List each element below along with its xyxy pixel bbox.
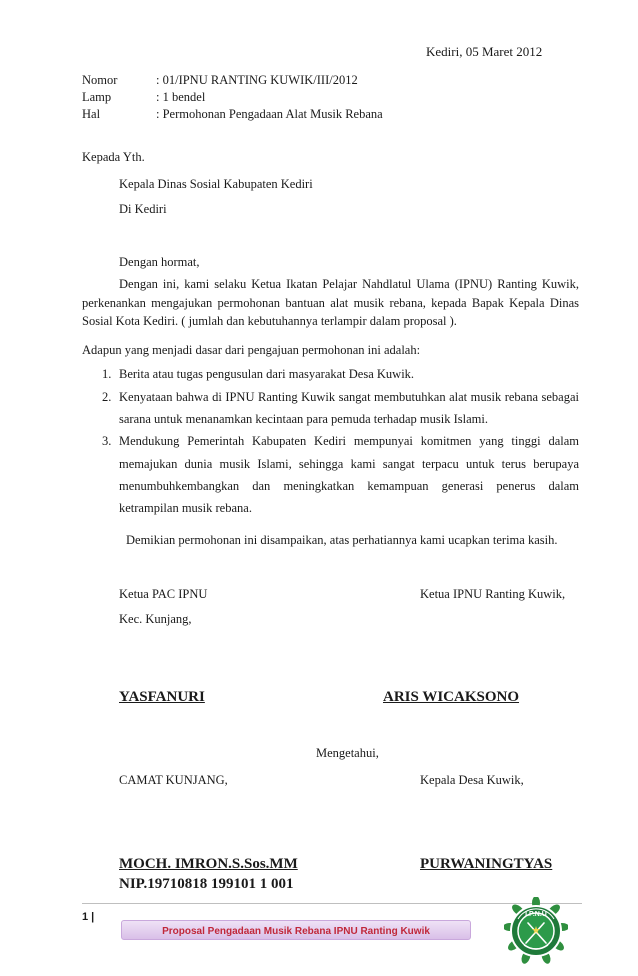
- logo-text: I.P.N.U: [525, 911, 547, 918]
- list-item-line: memajukan dunia musik Islami, sehingga kami sangat terpacu untuk terus berupaya: [119, 457, 579, 471]
- greeting: Dengan hormat,: [119, 255, 200, 269]
- nomor-value: : 01/IPNU RANTING KUWIK/III/2012: [156, 73, 358, 87]
- closing-sentence: Demikian permohonan ini disampaikan, atas perhatiannya kami ucapkan terima kasih.: [126, 533, 558, 547]
- basis-intro: Adapun yang menjadi dasar dari pengajuan permohonan ini adalah:: [82, 343, 421, 357]
- pac-ipnu-district: Kec. Kunjang,: [119, 612, 192, 626]
- hal-value: : Permohonan Pengadaan Alat Musik Rebana: [156, 107, 383, 121]
- ipnu-logo: [504, 897, 568, 965]
- camat-nip: NIP.19710818 199101 1 001: [119, 876, 294, 892]
- list-item-line: Kenyataan bahwa di IPNU Ranting Kuwik sangat membutuhkan alat musik rebana sebagai: [119, 390, 579, 404]
- recipient-place: Di Kediri: [119, 202, 167, 216]
- list-item-line: ketrampilan musik rebana.: [119, 501, 252, 515]
- para1-line1: Dengan ini, kami selaku Ketua Ikatan Pelajar Nahdlatul Ulama (IPNU) Ranting Kuwik,: [119, 277, 579, 291]
- letter-date: Kediri, 05 Maret 2012: [426, 44, 543, 59]
- pac-ipnu-title: Ketua PAC IPNU: [119, 587, 208, 601]
- ranting-title: Ketua IPNU Ranting Kuwik,: [420, 587, 566, 601]
- camat-title: CAMAT KUNJANG,: [119, 773, 228, 787]
- list-item-line: menumbuhkembangkan dan meningkatkan kemampuan generasi penerus dalam: [119, 479, 579, 493]
- hal-label: Hal: [82, 107, 101, 121]
- nomor-label: Nomor: [82, 73, 118, 87]
- recipient-name: Kepala Dinas Sosial Kabupaten Kediri: [119, 177, 313, 191]
- page-number: 1 |: [82, 911, 95, 923]
- camat-name: MOCH. IMRON.S.Sos.MM: [119, 856, 298, 872]
- para1-line2: perkenankan mengajukan permohonan bantuan alat musik rebana, kepada Bapak Kepala Dinas: [82, 296, 579, 310]
- signatory-ranting-name: ARIS WICAKSONO: [383, 689, 520, 705]
- list-item-line: Mendukung Pemerintah Kabupaten Kediri mempunyai komitmen yang tinggi dalam: [119, 434, 579, 448]
- lamp-label: Lamp: [82, 90, 112, 104]
- list-item-line: sarana untuk menanamkan kecintaan para pemuda terhadap musik Islami.: [119, 412, 488, 426]
- footer-banner-text: Proposal Pengadaan Musik Rebana IPNU Ranting Kuwik: [162, 926, 430, 937]
- desa-title: Kepala Desa Kuwik,: [420, 773, 524, 787]
- lamp-value: : 1 bendel: [156, 90, 206, 104]
- recipient-salutation: Kepada Yth.: [82, 150, 145, 164]
- footer-banner: [121, 920, 471, 940]
- list-item-number: 3.: [102, 434, 112, 448]
- signatory-pac-name: YASFANURI: [119, 689, 205, 705]
- list-item-number: 1.: [102, 367, 112, 381]
- desa-name: PURWANINGTYAS: [420, 856, 553, 872]
- acknowledge-label: Mengetahui,: [316, 746, 379, 760]
- list-item-number: 2.: [102, 390, 112, 404]
- para1-line3: Sosial Kota Kediri. ( jumlah dan kebutuhannya terlampir dalam proposal ).: [82, 314, 457, 328]
- list-item-line: Berita atau tugas pengusulan dari masyarakat Desa Kuwik.: [119, 367, 415, 381]
